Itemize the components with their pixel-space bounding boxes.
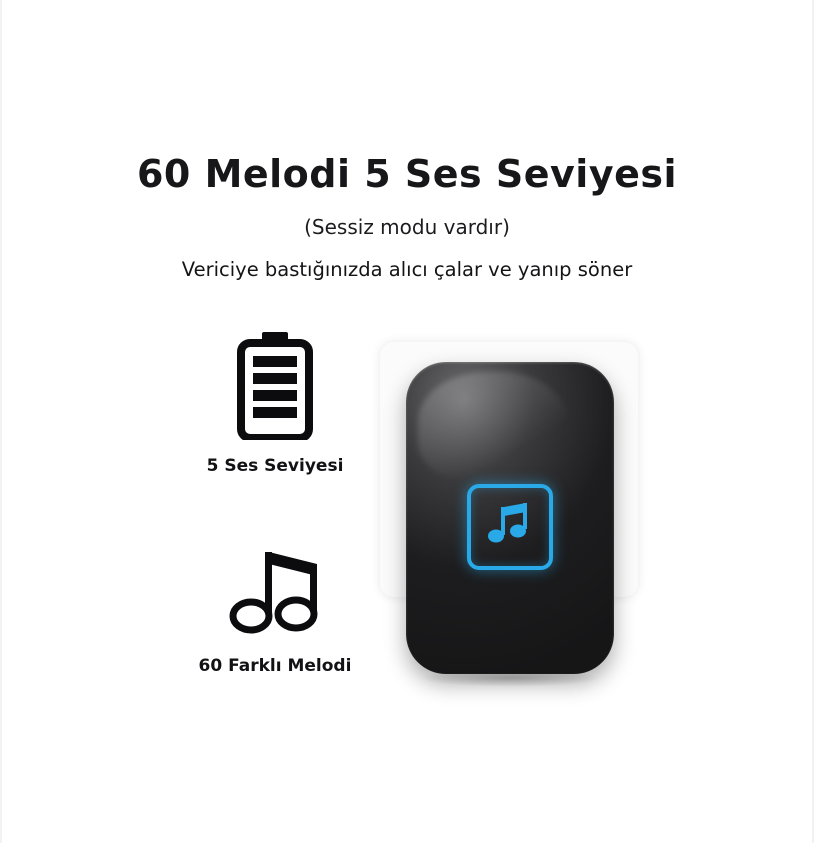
doorbell-receiver-body: [406, 362, 614, 674]
battery-icon: [150, 330, 400, 444]
feature-label: 60 Farklı Melodi: [198, 656, 352, 676]
page-title: 60 Melodi 5 Ses Seviyesi: [136, 152, 678, 196]
page-subtitle: (Sessiz modu vardır): [304, 215, 510, 239]
product-image: [375, 342, 655, 702]
music-notes-icon: [150, 540, 400, 644]
music-note-button[interactable]: [467, 484, 553, 570]
page-tagline: Vericiye bastığınızda alıcı çalar ve yanıp söner: [181, 258, 633, 281]
feature-sound-levels: [150, 330, 400, 476]
device-highlight: [418, 372, 568, 482]
feature-melodies: [150, 540, 400, 676]
feature-label: 5 Ses Seviyesi: [206, 456, 344, 476]
music-note-icon: [488, 501, 532, 553]
